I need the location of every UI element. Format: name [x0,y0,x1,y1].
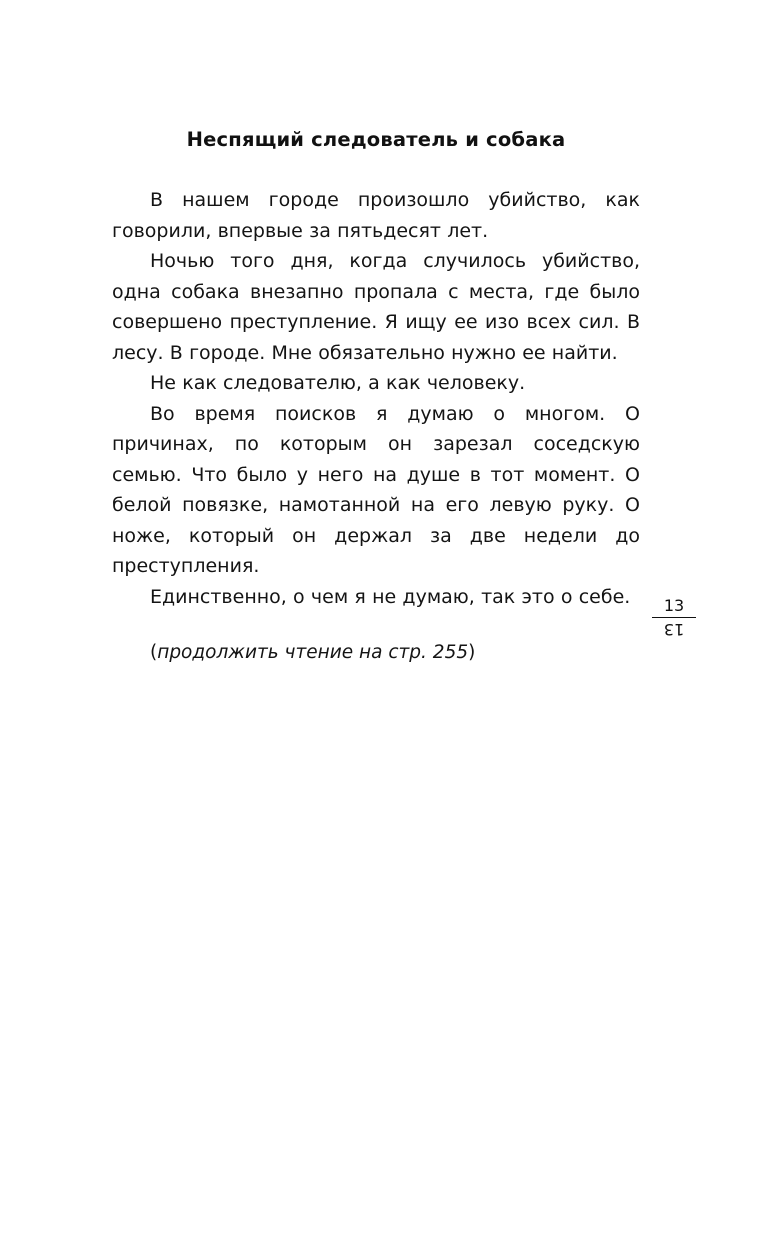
page-text-block [112,128,640,668]
page-number [652,596,696,639]
page-number-bottom: 13 [663,620,685,639]
paragraph: Единственно, о чем я не думаю, так это о себе. [150,585,631,608]
story-title: Неспящий следователь и собака [186,128,566,151]
folio-divider [652,617,696,618]
note-close-bracket: ) [468,642,476,663]
paragraph: Не как следователю, а как человеку. [150,372,526,394]
page-number-top: 13 [663,596,685,615]
paragraph: Ночью того дня, когда случилось убийство, одна собака внезапно пропала с места, где было совершено преступление. Я ищу ее изо всех сил. В лесу. В городе. Мне обязательно нужно ее найти. [112,250,640,364]
note-text: продолжить чтение на стр. 255 [157,642,469,663]
note-open-bracket: ( [150,642,158,663]
continue-reading-note [112,638,640,668]
paragraph: Во время поисков я думаю о многом. О причинах, по которым он зарезал соседскую семью. Что было у него на душе в тот момент. О белой повязке, намотанной на его левую руку. О ноже, который он держал за две недели до преступления. [112,402,640,577]
paragraph: В нашем городе произошло убийство, как говорили, впервые за пятьдесят лет. [112,189,640,242]
